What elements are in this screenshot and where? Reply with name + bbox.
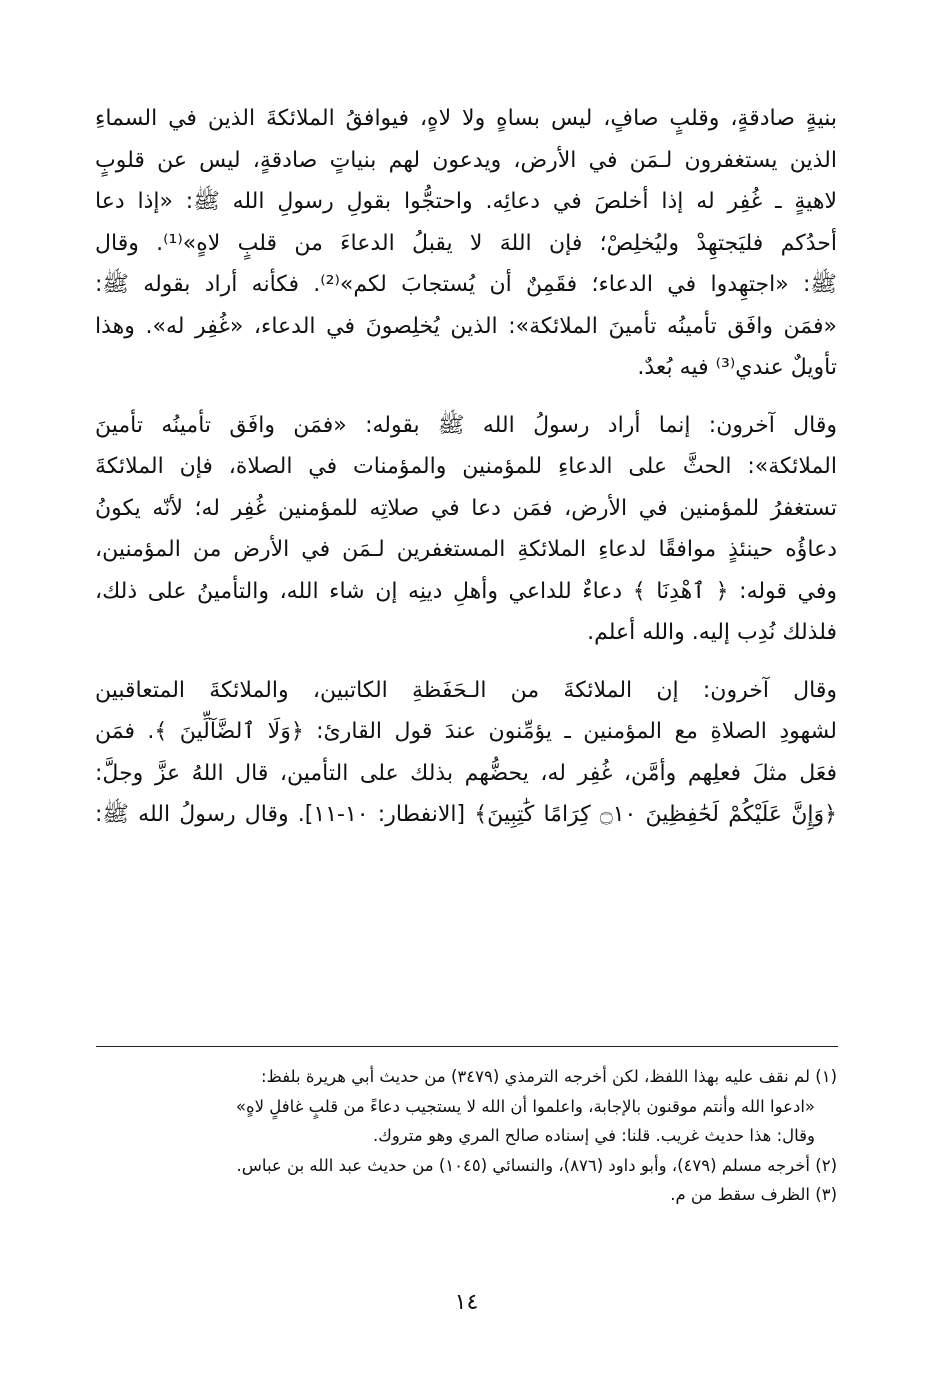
text-line: ﴿وَإِنَّ عَلَيْكُمْ لَحَٰفِظِينَ ۝١٠ كِرَامًا كَٰتِبِينَ﴾ [الانفطار: ١٠-١١]. وقال رسولُ الله ﷺ: — [95, 802, 837, 827]
footnote-2: (٢) أخرجه مسلم (٤٧٩)، وأبو داود (٨٧٦)، والنسائي (١٠٤٥) من حديث عبد الله بن عباس. — [236, 1155, 837, 1175]
page-number: ١٤ — [454, 1290, 479, 1315]
footnotes — [95, 1062, 837, 1210]
footnote-1-quote: «ادعوا الله وأنتم موقنون بالإجابة، واعلموا أن الله لا يستجيب دعاءً من قلبٍ غافلٍ لاهٍ» — [235, 1096, 815, 1116]
footnote-1-comment: وقال: هذا حديث غريب. قلنا: في إسناده صالح المري وهو متروك. — [372, 1126, 815, 1145]
text-line: بنيةٍ صادقةٍ، وقلبٍ صافٍ، ليس بساهٍ ولا لاهٍ، فيوافقُ الملائكةَ الذين في السماءِ — [95, 106, 837, 131]
text-line: فعَل مثلَ فعلِهم وأمَّن، غُفِر له، يحضُّهم بذلك على التأمين، قال اللهُ عزَّ وجلَّ: — [95, 760, 837, 786]
footnote-1: (١) لم نقف عليه بهذا اللفظ، لكن أخرجه الترمذي (٣٤٧٩) من حديث أبي هريرة بلفظ: — [260, 1067, 837, 1086]
text-line: فلذلك نُدِب إليه. والله أعلم. — [587, 620, 837, 645]
footnote-separator — [96, 1046, 838, 1047]
text-line: «فمَن وافَق تأمينُه تأمينَ الملائكة»: الذين يُخلِصونَ في الدعاء، «غُفِر له». وهذا — [95, 313, 837, 339]
text-line: لاهيةٍ ـ غُفِر له إذا أخلصَ في دعائِه. واحتجُّوا بقولِ رسولِ الله ﷺ: «إذا دعا — [95, 189, 837, 214]
text-line: وفي قوله: ﴿ ٱهْدِنَا ﴾ دعاءٌ للداعي وأهلِ دينِه إن شاء الله، والتأمينُ على ذلك، — [95, 578, 837, 604]
text-line: دعاؤُه حينئذٍ موافقًا لدعاءِ الملائكةِ المستغفرين لـمَن في الأرض من المؤمنين، — [95, 537, 837, 562]
text-line: أحدُكم فليَجتهِدْ وليُخلِصْ؛ فإن اللهَ لا يقبلُ الدعاءَ من قلبٍ لاهٍ»⁽¹⁾. وقال — [95, 230, 838, 256]
text-line: ﷺ: «اجتهِدوا في الدعاء؛ فقَمِنٌ أن يُستجابَ لكم»⁽²⁾. فكأنه أراد بقوله ﷺ: — [95, 272, 837, 297]
text-line: وقال آخرون: إنما أراد رسولُ الله ﷺ بقوله: «فمَن وافَق تأمينُه تأمينَ — [95, 412, 837, 438]
text-line: الملائكة»: الحثَّ على الدعاءِ للمؤمنين والمؤمنات في الصلاة، فإن الملائكةَ — [95, 454, 837, 479]
text-line: تستغفرُ للمؤمنين في الأرض، فمَن دعا في صلاتِه للمؤمنين غُفِر له؛ لأنّه يكونُ — [95, 495, 837, 521]
main-text — [95, 98, 837, 852]
text-line: الذين يستغفرون لـمَن في الأرض، ويدعون لهم بنياتٍ صادقةٍ، ليس عن قلوبٍ — [95, 147, 837, 173]
paragraph-3 — [95, 670, 837, 836]
text-line: وقال آخرون: إن الملائكةَ من الـحَفَظةِ الكاتبين، والملائكةَ المتعاقبين — [95, 677, 837, 703]
text-line: لشهودِ الصلاةِ مع المؤمنين ـ يؤمِّنون عندَ قول القارئ: ﴿وَلَا ٱلضَّآلِّينَ ﴾. فمَن — [95, 719, 837, 744]
footnote-3: (٣) الظرف سقط من م. — [670, 1185, 837, 1204]
paragraph-1 — [95, 98, 837, 389]
text-line: تأويلٌ عندي⁽³⁾ فيه بُعدٌ. — [637, 355, 837, 380]
paragraph-2 — [95, 405, 837, 654]
